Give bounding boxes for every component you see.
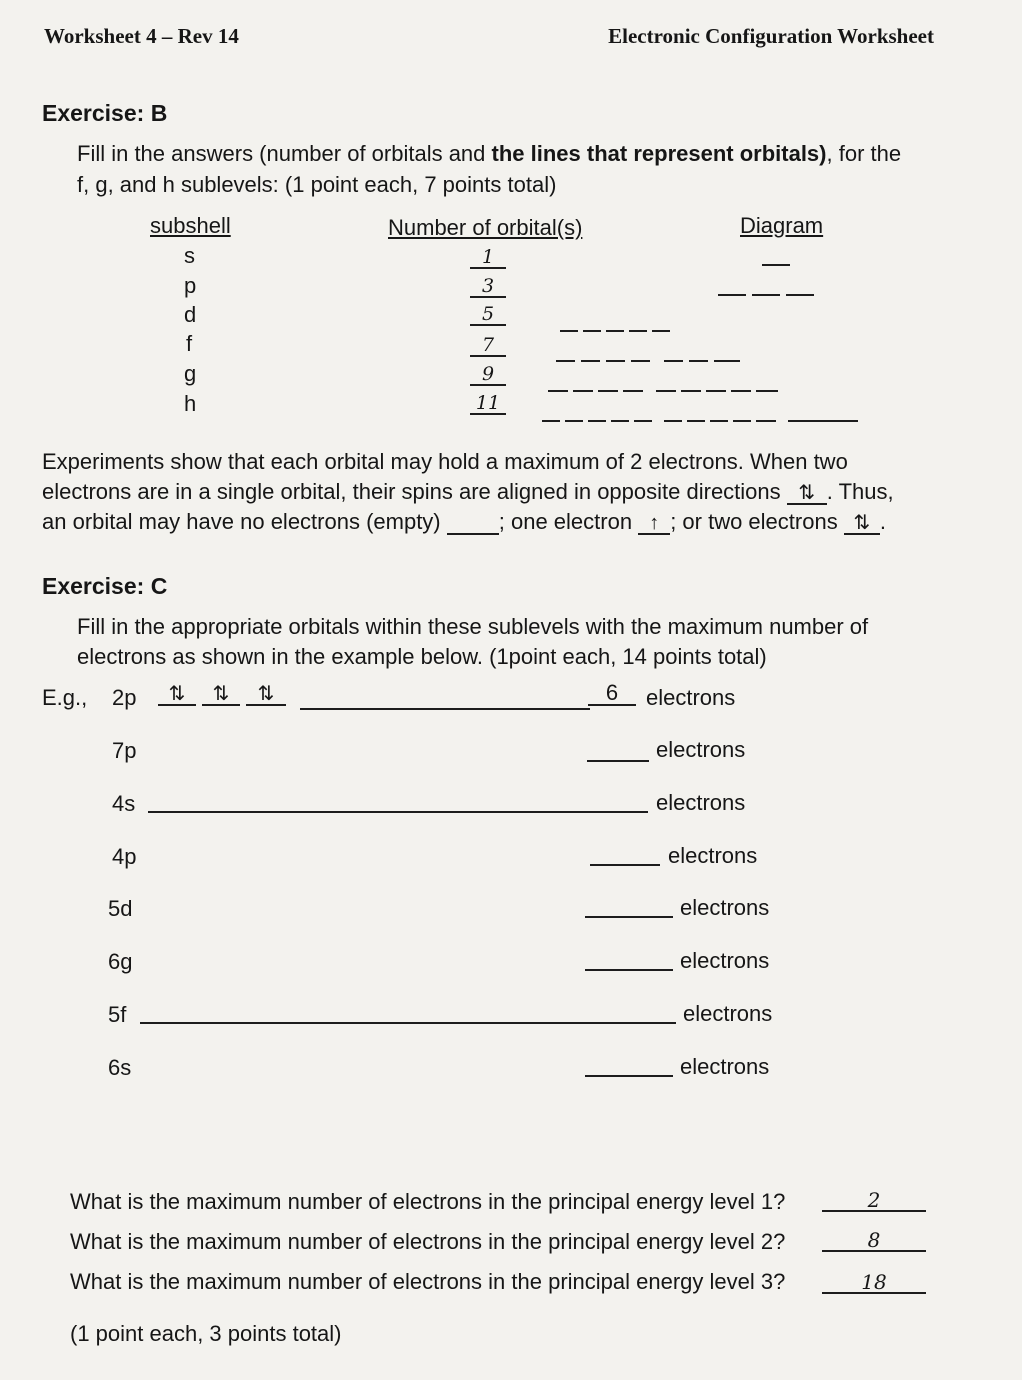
example-orbital-3: ⇅ — [246, 684, 286, 706]
answer-blank-6s[interactable] — [585, 1075, 673, 1077]
orbital-line — [581, 360, 600, 362]
exercise-c-line1: Fill in the appropriate orbitals within these sublevels with the maximum number of — [77, 614, 869, 639]
orbital-count-f: 7 — [470, 336, 506, 357]
unit-7p: electrons — [656, 737, 746, 762]
points-note: (1 point each, 3 points total) — [70, 1321, 342, 1346]
example-prefix: E.g., — [42, 685, 88, 710]
answer-level-2: 8 — [822, 1230, 926, 1252]
sublevel-7p: 7p — [112, 738, 137, 763]
example-orbital-1: ⇅ — [158, 684, 196, 706]
subshell-s: s — [184, 243, 195, 268]
column-orbitals: Number of orbital(s) — [388, 215, 583, 240]
orbital-line — [598, 390, 618, 392]
exercise-b-instructions — [77, 138, 901, 169]
orbital-line — [573, 390, 593, 392]
orbital-line — [756, 420, 776, 422]
sublevel-4p: 4p — [112, 844, 137, 869]
question-level-3: What is the maximum number of electrons in the principal energy level 3? — [70, 1269, 786, 1294]
example-count: 6 — [588, 682, 636, 706]
unit-4s: electrons — [656, 790, 746, 815]
orbital-line — [588, 420, 606, 422]
orbital-count-s: 1 — [470, 248, 506, 269]
orbital-line — [623, 390, 643, 392]
orbital-line — [606, 330, 624, 332]
orbital-count-p: 3 — [470, 277, 506, 298]
sublevel-4s: 4s — [112, 791, 136, 816]
orbital-line — [629, 330, 647, 332]
exercise-b-title: Exercise: B — [42, 100, 168, 126]
opposite-spin-arrows: ⇅ — [787, 483, 827, 505]
sublevel-6s: 6s — [108, 1055, 132, 1080]
header-right: Electronic Configuration Worksheet — [608, 24, 934, 48]
orbital-line — [762, 264, 790, 266]
subshell-d: d — [184, 302, 197, 327]
example-sublevel: 2p — [112, 685, 137, 710]
answer-level-3: 18 — [822, 1272, 926, 1294]
exercise-c-title: Exercise: C — [42, 573, 168, 599]
answer-blank-4s[interactable] — [148, 811, 648, 813]
answer-level-1: 2 — [822, 1190, 926, 1212]
orbital-line — [542, 420, 560, 422]
question-level-2: What is the maximum number of electrons in the principal energy level 2? — [70, 1229, 786, 1254]
orbital-line — [706, 390, 726, 392]
unit-5f: electrons — [683, 1001, 773, 1026]
two-electrons-arrows: ⇅ — [844, 513, 880, 535]
example-orbital-2: ⇅ — [202, 684, 240, 706]
experiments-line3 — [42, 506, 886, 537]
orbital-line — [664, 420, 682, 422]
orbital-line — [556, 360, 575, 362]
unit-5d: electrons — [680, 895, 770, 920]
orbital-line — [560, 330, 578, 332]
experiments-line2 — [42, 476, 894, 507]
header-left: Worksheet 4 – Rev 14 — [44, 24, 239, 48]
orbital-line — [583, 330, 601, 332]
orbital-line — [788, 420, 858, 422]
orbital-line — [786, 294, 814, 296]
example-fill-line — [300, 708, 590, 710]
orbital-line — [548, 390, 568, 392]
exercise-c-line2: electrons as shown in the example below. (1point each, 14 points total) — [77, 644, 767, 669]
orbital-line — [714, 360, 740, 362]
unit-6g: electrons — [680, 948, 770, 973]
column-subshell: subshell — [150, 213, 231, 238]
orbital-line — [611, 420, 629, 422]
orbital-line — [631, 360, 650, 362]
answer-blank-4p[interactable] — [590, 864, 660, 866]
subshell-f: f — [186, 331, 193, 356]
orbital-line — [652, 330, 670, 332]
unit-6s: electrons — [680, 1054, 770, 1079]
subshell-p: p — [184, 273, 197, 298]
orbital-line — [565, 420, 583, 422]
orbital-count-d: 5 — [470, 305, 506, 326]
example-unit: electrons — [646, 685, 736, 710]
orbital-line — [733, 420, 751, 422]
empty-orbital-blank — [447, 511, 499, 535]
experiments-line2-suffix: . Thus, — [826, 479, 894, 504]
orbital-line — [664, 360, 683, 362]
answer-blank-5d[interactable] — [585, 916, 673, 918]
orbital-line — [606, 360, 625, 362]
unit-4p: electrons — [668, 843, 758, 868]
sublevel-6g: 6g — [108, 949, 133, 974]
orbital-line — [718, 294, 746, 296]
orbital-line — [756, 390, 778, 392]
orbital-line — [731, 390, 751, 392]
experiments-line2-prefix: electrons are in a single orbital, their spins are aligned in opposite directions — [42, 479, 787, 504]
instructions-bold: the lines that represent orbitals) — [491, 141, 827, 166]
orbital-line — [752, 294, 780, 296]
orbital-line — [634, 420, 652, 422]
answer-blank-5f[interactable] — [140, 1022, 676, 1024]
instructions-prefix: Fill in the answers (number of orbitals and — [77, 141, 492, 166]
orbital-line — [681, 390, 701, 392]
exercise-b-instructions-line2: f, g, and h sublevels: (1 point each, 7 points total) — [77, 172, 557, 197]
subshell-h: h — [184, 391, 197, 416]
orbital-count-g: 9 — [470, 365, 506, 386]
answer-blank-7p[interactable] — [587, 760, 649, 762]
orbital-line — [710, 420, 728, 422]
column-diagram: Diagram — [740, 213, 824, 238]
one-electron-arrow: ↑ — [638, 513, 670, 535]
orbital-line — [687, 420, 705, 422]
experiments-line3-end: . — [879, 509, 886, 534]
experiments-line1: Experiments show that each orbital may hold a maximum of 2 electrons. When two — [42, 449, 848, 474]
subshell-g: g — [184, 361, 197, 386]
instructions-suffix: , for the — [826, 141, 902, 166]
experiments-line3-prefix: an orbital may have no electrons (empty) — [42, 509, 447, 534]
experiments-line3-mid1: ; one electron — [498, 509, 639, 534]
experiments-line3-mid2: ; or two electrons — [670, 509, 844, 534]
sublevel-5d: 5d — [108, 896, 133, 921]
orbital-line — [689, 360, 708, 362]
orbital-count-h: 11 — [470, 394, 506, 415]
sublevel-5f: 5f — [108, 1002, 127, 1027]
orbital-line — [656, 390, 676, 392]
question-level-1: What is the maximum number of electrons in the principal energy level 1? — [70, 1189, 786, 1214]
answer-blank-6g[interactable] — [585, 969, 673, 971]
